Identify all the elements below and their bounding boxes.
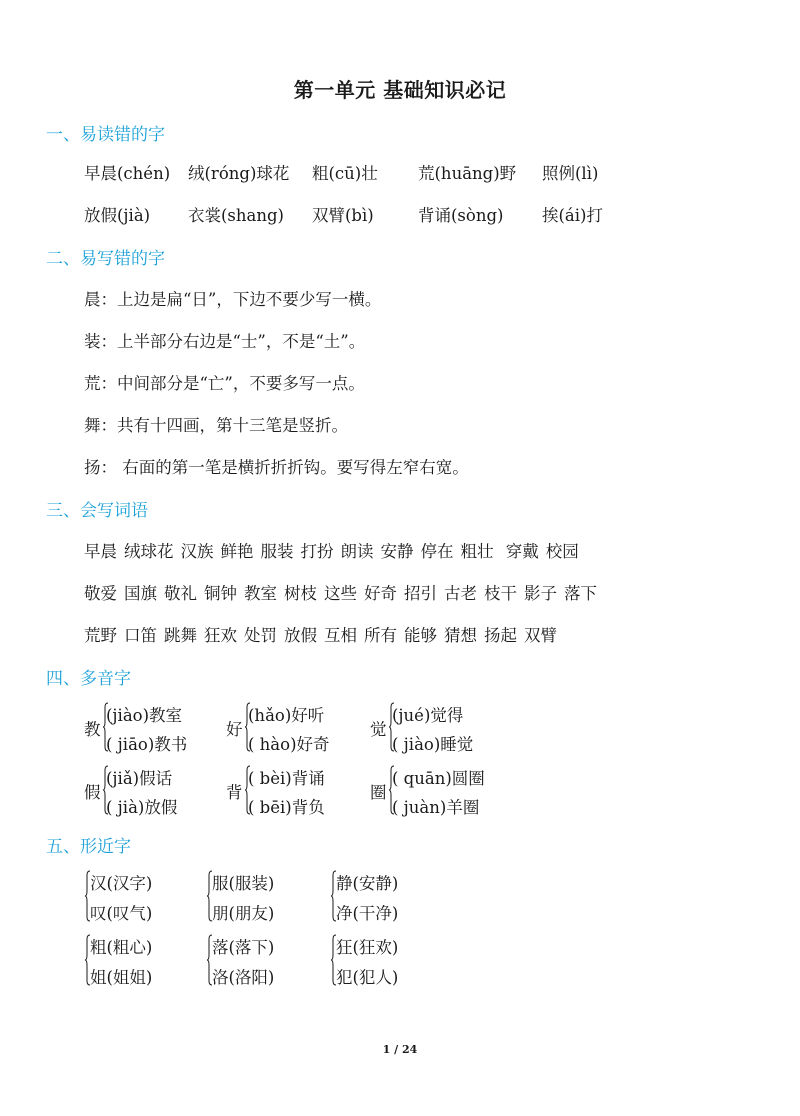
page-title: 第一单元 基础知识必记 [293, 78, 507, 102]
section-heading-easy-miswrite: 二、易写错的字 [46, 249, 165, 269]
vocab-word: 古老 [444, 584, 477, 603]
page-number: 1 / 24 [382, 1043, 418, 1056]
miswrite-line: 晨：上边是扁“日”，下边不要少写一横。 [84, 290, 382, 309]
similar-char-line: 叹(叹气) [90, 904, 153, 923]
reading-line: ( hào)好奇 [248, 735, 330, 754]
vocab-word: 放假 [284, 626, 317, 645]
vocab-word: 猜想 [444, 626, 477, 645]
miswrite-line: 荒：中间部分是“亡”，不要多写一点。 [84, 374, 365, 393]
vocab-word: 停在 [420, 542, 454, 561]
vocab-word: 口笛 [124, 626, 157, 645]
vocab-word: 国旗 [124, 584, 157, 603]
vocab-word: 粗壮 [460, 542, 494, 561]
vocab-word: 跳舞 [164, 626, 197, 645]
vocab-word: 安静 [380, 542, 414, 561]
miswrite-line: 装：上半部分右边是“士”，不是“土”。 [84, 332, 366, 351]
vocab-word: 教室 [244, 584, 277, 603]
reading-line: ( jiào)睡觉 [392, 735, 474, 754]
reading-line: ( quān)圆圈 [392, 769, 485, 788]
vocab-word: 绒球花 [124, 542, 174, 561]
vocab-word: 所有 [364, 626, 397, 645]
section-heading-vocabulary: 三、会写词语 [46, 501, 148, 521]
reading-line: (jiào)教室 [106, 706, 183, 725]
polyphonic-char: 教 [84, 720, 101, 739]
vocab-word: 枝干 [484, 584, 517, 603]
similar-char-line: 服(服装) [212, 874, 275, 893]
similar-char-line: 狂(狂欢) [336, 938, 399, 957]
vocabulary-row-3 [84, 622, 564, 646]
vocab-word: 树枝 [284, 584, 317, 603]
vocab-word: 狂欢 [204, 626, 237, 645]
vocabulary-row-2 [84, 580, 604, 604]
misread-word: 放假(jià) [84, 206, 151, 225]
polyphonic-char: 好 [226, 720, 243, 739]
vocab-word: 敬爱 [84, 584, 117, 603]
vocab-word: 好奇 [364, 584, 397, 603]
similar-char-line: 犯(犯人) [336, 968, 399, 987]
vocab-word: 朗读 [340, 542, 374, 561]
similar-char-line: 净(干净) [336, 904, 399, 923]
vocab-word: 打扮 [300, 542, 334, 561]
reading-line: ( juàn)羊圈 [392, 798, 480, 817]
vocab-word: 这些 [324, 584, 357, 603]
vocab-word: 铜钟 [204, 584, 237, 603]
similar-char-line: 静(安静) [336, 874, 399, 893]
misread-word: 挨(ái)打 [542, 206, 603, 225]
reading-line: (jiǎ)假话 [106, 769, 173, 788]
polyphonic-char: 觉 [370, 720, 387, 739]
similar-char-line: 粗(粗心) [90, 938, 153, 957]
section-heading-polyphonic: 四、多音字 [46, 669, 131, 689]
vocab-word: 扬起 [484, 626, 517, 645]
similar-char-line: 姐(姐姐) [90, 968, 153, 987]
vocab-word: 敬礼 [164, 584, 197, 603]
polyphonic-char: 假 [84, 783, 101, 802]
vocab-word: 双臂 [524, 626, 557, 645]
vocabulary-row-1 [84, 538, 586, 562]
polyphonic-char: 背 [226, 783, 243, 802]
misread-word: 衣裳(shang) [188, 206, 284, 225]
vocab-word: 招引 [404, 584, 437, 603]
misread-word: 粗(cū)壮 [312, 164, 378, 183]
miswrite-line: 扬： 右面的第一笔是横折折折钩。要写得左窄右宽。 [84, 458, 469, 477]
section-heading-easy-misread: 一、易读错的字 [46, 125, 165, 145]
misread-word: 照例(lì) [542, 164, 599, 183]
vocab-word: 鲜艳 [220, 542, 254, 561]
vocab-word: 早晨 [84, 542, 117, 561]
reading-line: ( jià)放假 [106, 798, 178, 817]
reading-line: ( bēi)背负 [248, 798, 325, 817]
reading-line: (jué)觉得 [392, 706, 464, 725]
reading-line: ( jiāo)教书 [106, 735, 188, 754]
reading-line: ( bèi)背诵 [248, 769, 325, 788]
vocab-word: 能够 [404, 626, 437, 645]
polyphonic-char: 圈 [370, 783, 387, 802]
vocab-word: 穿戴 [500, 542, 539, 561]
vocab-word: 服装 [260, 542, 294, 561]
vocab-word: 落下 [564, 584, 597, 603]
reading-line: (hǎo)好听 [248, 706, 325, 725]
misread-word: 双臂(bì) [312, 206, 374, 225]
similar-char-line: 汉(汉字) [90, 874, 153, 893]
misread-word: 早晨(chén) [84, 164, 171, 183]
vocab-word: 处罚 [244, 626, 277, 645]
vocab-word: 汉族 [180, 542, 214, 561]
misread-word: 背诵(sòng) [418, 206, 504, 225]
vocab-word: 荒野 [84, 626, 117, 645]
similar-char-line: 洛(洛阳) [212, 968, 275, 987]
section-heading-similar-chars: 五、形近字 [46, 837, 131, 857]
vocab-word: 校园 [545, 542, 579, 561]
vocab-word: 影子 [524, 584, 557, 603]
miswrite-line: 舞：共有十四画，第十三笔是竖折。 [84, 416, 348, 435]
similar-char-line: 朋(朋友) [212, 904, 275, 923]
vocab-word: 互相 [324, 626, 357, 645]
misread-word: 绒(róng)球花 [188, 164, 290, 183]
similar-char-line: 落(落下) [212, 938, 275, 957]
misread-word: 荒(huāng)野 [418, 164, 517, 183]
